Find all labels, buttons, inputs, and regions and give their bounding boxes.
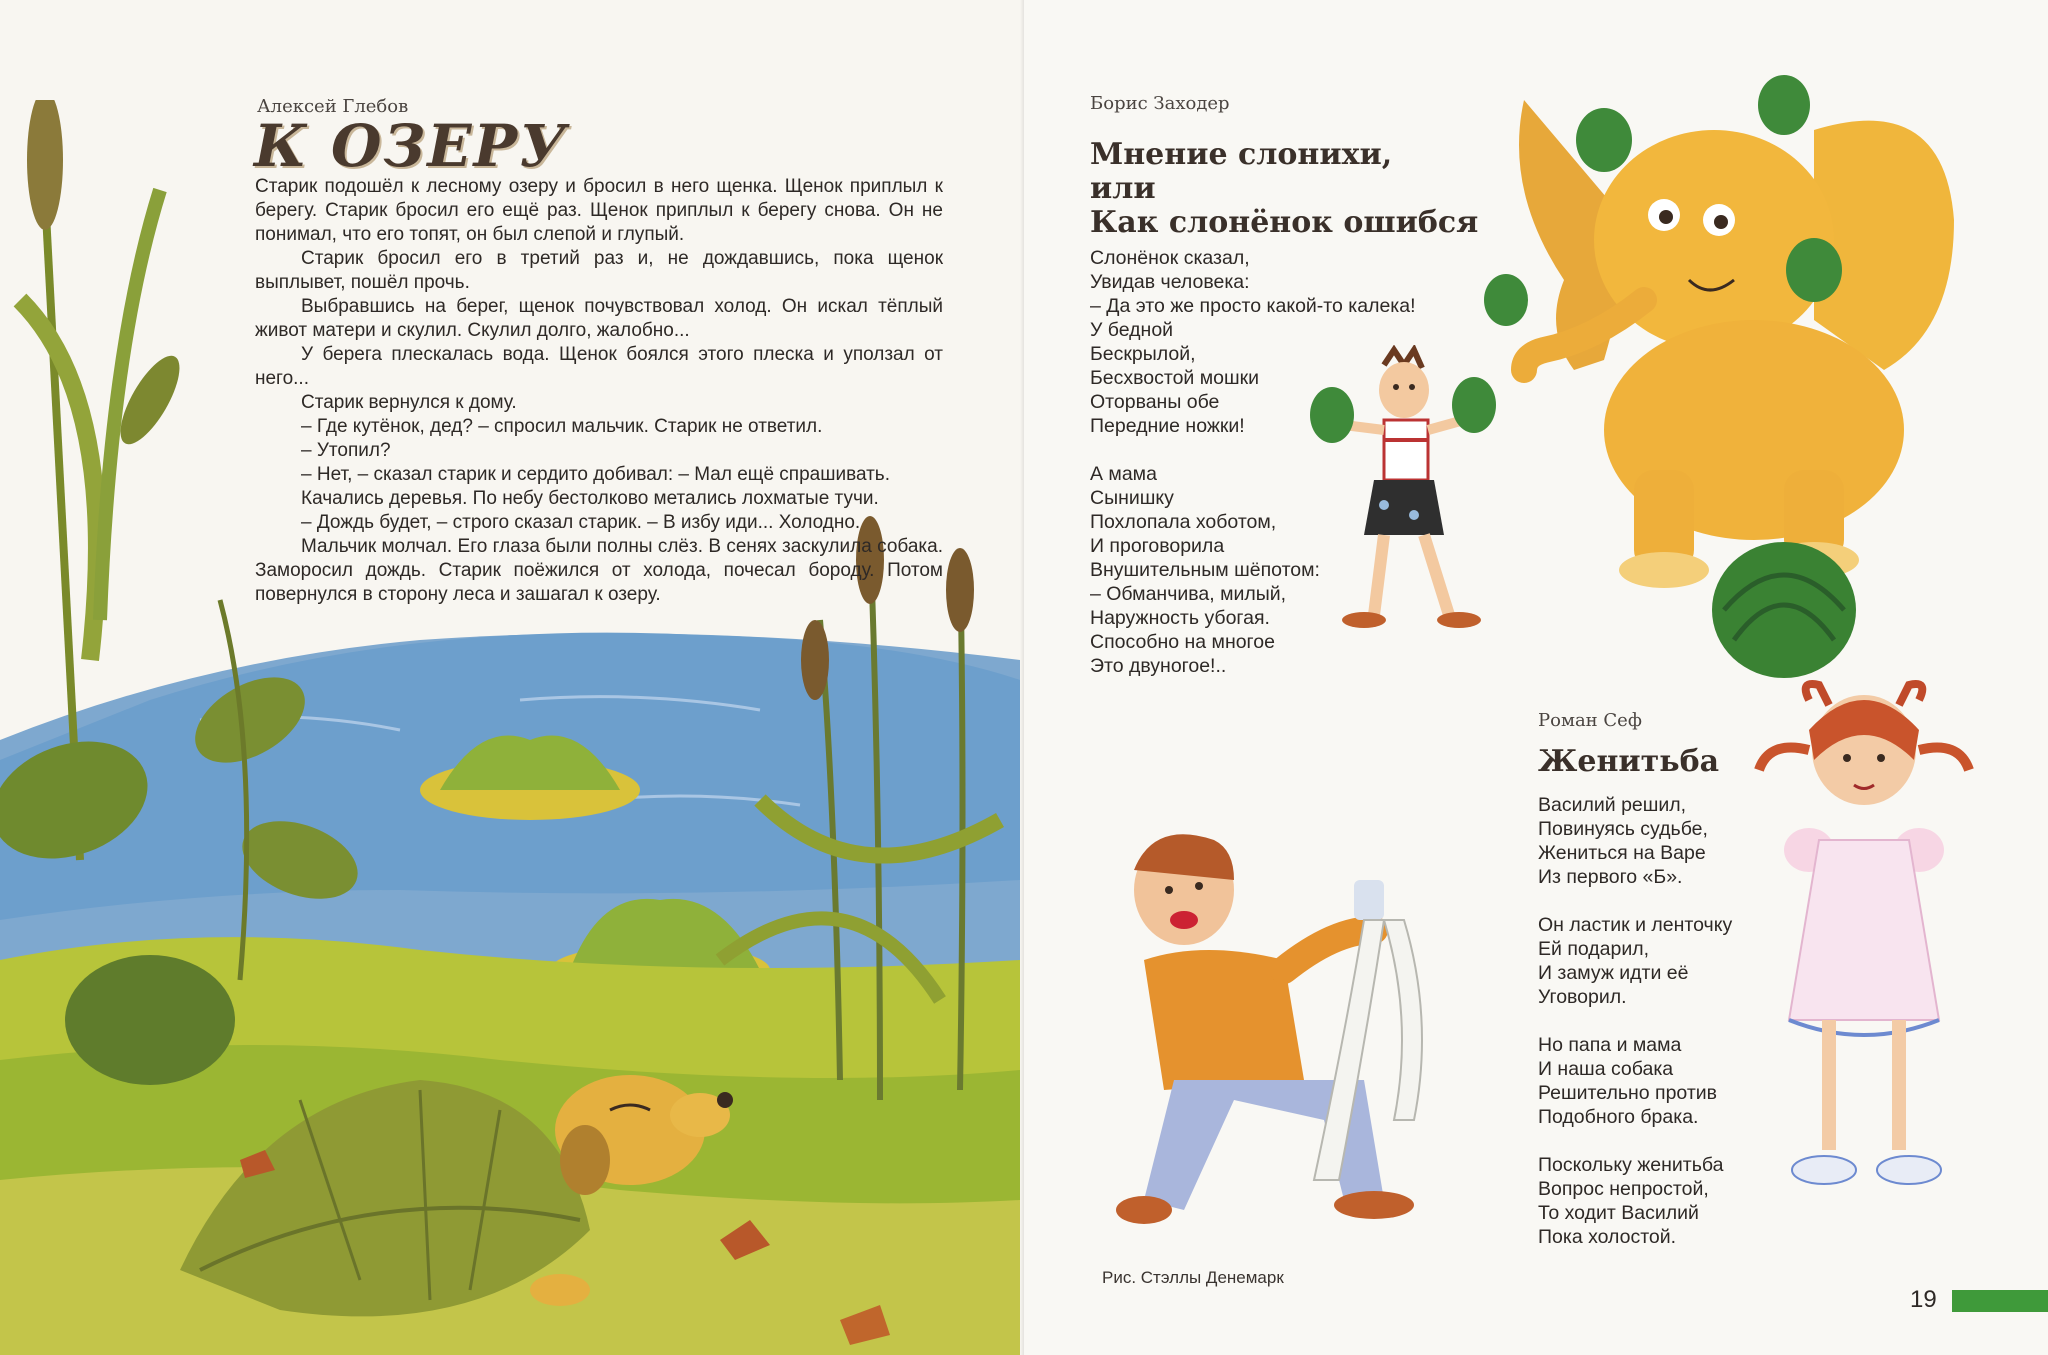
poem-line: И наша собака [1538, 1058, 1674, 1080]
girl-illustration [1749, 680, 1979, 1200]
poem-line: А мама [1090, 463, 1157, 485]
stanza [1538, 1153, 1732, 1249]
paragraph: Мальчик молчал. Его глаза были полны слёз. В сенях заскулила собака. Заморосил дождь. Старик поёжился от холода, почесал бороду. Потом повернулся в сторону леса и зашагал к озеру. [255, 536, 943, 605]
poem-line: Поскольку женитьба [1538, 1154, 1724, 1176]
story-author: Алексей Глебов [257, 96, 409, 117]
illustration-credit: Рис. Стэллы Денемарк [1102, 1268, 1284, 1287]
poem1-title-line: или [1090, 171, 1156, 206]
poem-line: Слонёнок сказал, [1090, 247, 1250, 269]
paragraph: – Утопил? [301, 440, 391, 461]
poem-line: Из первого «Б». [1538, 866, 1683, 888]
poem-line: Василий решил, [1538, 794, 1687, 816]
poem-line: Передние ножки! [1090, 415, 1245, 437]
poem2-title: Женитьба [1538, 744, 1720, 779]
poem-line: Решительно против [1538, 1082, 1718, 1104]
poem2-author: Роман Сеф [1538, 710, 1642, 731]
paragraph: У берега плескалась вода. Щенок боялся этого плеска и уползал от него... [255, 344, 943, 389]
poem-line: Оторваны обе [1090, 391, 1220, 413]
paragraph: Выбравшись на берег, щенок почувствовал холод. Он искал тёплый живот матери и скулил. Скулил долго, жалобно... [255, 296, 943, 341]
poem-line: То ходит Василий [1538, 1202, 1699, 1224]
poem-line: Ей подарил, [1538, 938, 1650, 960]
poem-line: И проговорила [1090, 535, 1225, 557]
page-accent-bar [1952, 1290, 2048, 1312]
paragraph: Старик вернулся к дому. [301, 392, 517, 413]
poem1-author: Борис Заходер [1090, 93, 1230, 114]
stanza [1090, 246, 1416, 438]
poem-line: Повинуясь судьбе, [1538, 818, 1708, 840]
story-text [255, 175, 943, 607]
poem1-text [1090, 246, 1416, 702]
story-title: К ОЗЕРУ [254, 112, 569, 180]
stanza [1538, 1033, 1732, 1129]
poem-line: Внушительным шёпотом: [1090, 559, 1320, 581]
paragraph: Старик бросил его в третий раз и, не дождавшись, пока щенок выплывет, пошёл прочь. [255, 248, 943, 293]
paragraph: – Дождь будет, – строго сказал старик. – В избу иди... Холодно. [301, 512, 861, 533]
poem-line: Бескрылой, [1090, 343, 1196, 365]
poem-line: Вопрос непростой, [1538, 1178, 1709, 1200]
poem-line: Похлопала хоботом, [1090, 511, 1277, 533]
right-page [1024, 0, 2048, 1355]
poem1-title [1090, 138, 1478, 240]
poem-line: Это двуногое!.. [1090, 655, 1227, 677]
poem-line: Увидав человека: [1090, 271, 1250, 293]
poem-line: Сынишку [1090, 487, 1174, 509]
paragraph: Старик подошёл к лесному озеру и бросил в него щенка. Щенок приплыл к берегу. Старик бросил его ещё раз. Щенок приплыл к берегу снова. Он не понимал, что его топят, он был слепой и глупый. [255, 176, 943, 245]
poem-line: – Да это же просто какой-то калека! [1090, 295, 1416, 317]
poem-line: Но папа и мама [1538, 1034, 1682, 1056]
poem-line: Способно на многое [1090, 631, 1275, 653]
poem-line: У бедной [1090, 319, 1174, 341]
paragraph: – Нет, – сказал старик и сердито добивал: – Мал ещё спрашивать. [301, 464, 890, 485]
page-number: 19 [1910, 1286, 1937, 1313]
poem-line: Жениться на Варе [1538, 842, 1706, 864]
poem1-title-line: Мнение слонихи, [1090, 137, 1393, 172]
poem-line: – Обманчива, милый, [1090, 583, 1287, 605]
stanza [1090, 462, 1416, 678]
poem2-text [1538, 793, 1732, 1273]
poem-line: Бесхвостой мошки [1090, 367, 1260, 389]
poem-line: Он ластик и ленточку [1538, 914, 1733, 936]
stanza [1538, 793, 1732, 889]
paragraph: Качались деревья. По небу бестолково метались лохматые тучи. [301, 488, 879, 509]
poem1-title-line: Как слонёнок ошибся [1090, 205, 1479, 240]
paragraph: – Где кутёнок, дед? – спросил мальчик. Старик не ответил. [301, 416, 823, 437]
poem-line: Уговорил. [1538, 986, 1627, 1008]
elephant-illustration [1484, 70, 1964, 690]
kneeling-boy-illustration [1084, 820, 1504, 1240]
poem-line: Наружность убогая. [1090, 607, 1270, 629]
poem-line: Подобного брака. [1538, 1106, 1699, 1128]
stanza [1538, 913, 1732, 1009]
poem-line: И замуж идти её [1538, 962, 1689, 984]
poem-line: Пока холостой. [1538, 1226, 1677, 1248]
